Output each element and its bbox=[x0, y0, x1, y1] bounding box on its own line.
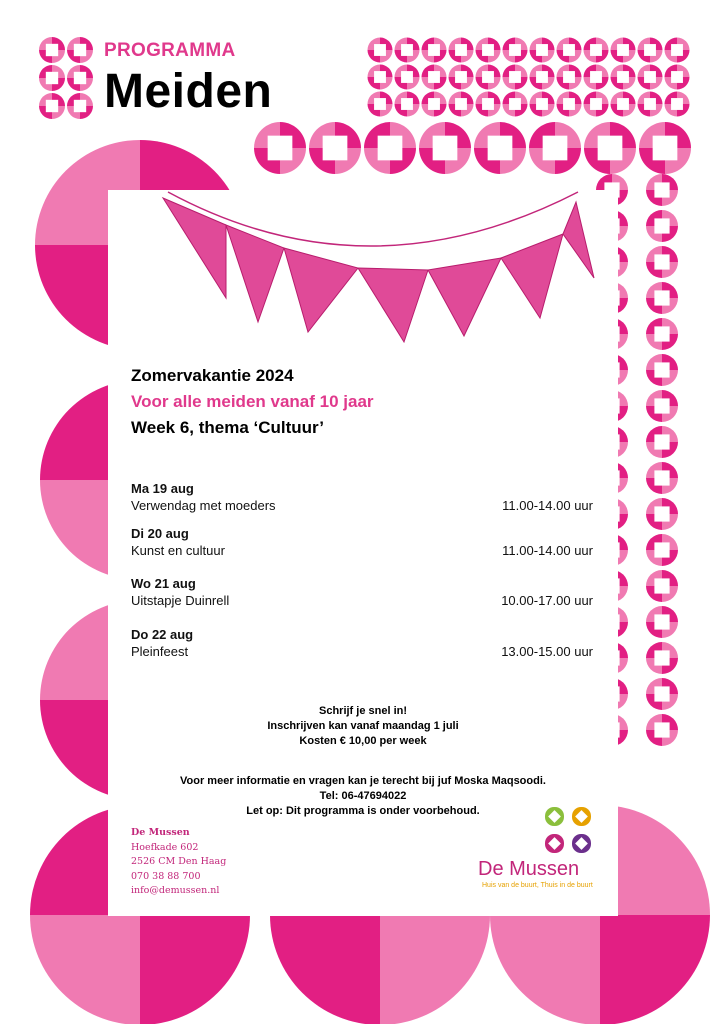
signup-line: Schrijf je snel in! bbox=[318, 705, 408, 717]
pattern-square bbox=[401, 71, 413, 83]
logo-wordmark: De Mussen bbox=[478, 858, 580, 880]
pattern-circle bbox=[395, 38, 420, 63]
pattern-square bbox=[654, 326, 669, 341]
pattern-circle bbox=[646, 210, 678, 242]
phone-line: Tel: 06-47694022 bbox=[319, 790, 407, 802]
pattern-circle bbox=[419, 122, 471, 174]
bunting-garland bbox=[108, 190, 618, 350]
pattern-circle bbox=[39, 93, 65, 119]
pattern-circle bbox=[422, 92, 447, 117]
pattern-circle bbox=[476, 38, 501, 63]
pattern-circle bbox=[309, 122, 361, 174]
bunting-flag bbox=[284, 248, 358, 332]
pattern-square bbox=[563, 98, 575, 110]
pattern-square bbox=[617, 71, 629, 83]
pattern-square bbox=[268, 136, 293, 161]
pattern-circle bbox=[67, 37, 93, 63]
pattern-circle bbox=[530, 92, 555, 117]
pattern-square bbox=[378, 136, 403, 161]
pattern-square bbox=[654, 578, 669, 593]
pattern-circle bbox=[584, 92, 609, 117]
pattern-circle bbox=[646, 354, 678, 386]
pattern-square bbox=[536, 71, 548, 83]
pattern-square bbox=[401, 44, 413, 56]
pattern-circle bbox=[529, 122, 581, 174]
schedule-activity: Uitstapje Duinrell bbox=[131, 593, 230, 608]
pattern-circle bbox=[611, 38, 636, 63]
pattern-circle bbox=[557, 65, 582, 90]
schedule-activity: Pleinfeest bbox=[131, 644, 189, 659]
price-line: Kosten € 10,00 per week bbox=[299, 735, 427, 747]
pattern-circle bbox=[449, 65, 474, 90]
pattern-circle bbox=[449, 92, 474, 117]
signup-block bbox=[108, 704, 618, 749]
info-line: Voor meer informatie en vragen kan je terecht bij juf Moska Maqsoodi. bbox=[180, 775, 546, 787]
schedule-item bbox=[131, 480, 593, 514]
pattern-square bbox=[482, 44, 494, 56]
pattern-circle bbox=[584, 122, 636, 174]
pattern-square bbox=[74, 100, 86, 112]
circle-quadrant bbox=[140, 915, 250, 1024]
pattern-circle bbox=[646, 462, 678, 494]
pattern-square bbox=[644, 98, 656, 110]
pattern-square bbox=[671, 71, 683, 83]
pattern-circle bbox=[39, 37, 65, 63]
pattern-circle bbox=[584, 65, 609, 90]
pattern-square bbox=[654, 650, 669, 665]
pattern-circle bbox=[474, 122, 526, 174]
pattern-circle bbox=[503, 92, 528, 117]
pattern-circle bbox=[665, 38, 690, 63]
pattern-square bbox=[654, 218, 669, 233]
pattern-circle bbox=[395, 92, 420, 117]
pattern-square bbox=[617, 98, 629, 110]
pattern-circle bbox=[503, 38, 528, 63]
pattern-square bbox=[536, 98, 548, 110]
pattern-circle bbox=[530, 65, 555, 90]
pattern-square bbox=[46, 72, 58, 84]
bunting-flag bbox=[563, 202, 594, 278]
pattern-circle bbox=[584, 38, 609, 63]
pattern-circle bbox=[646, 174, 678, 206]
pattern-square bbox=[323, 136, 348, 161]
pattern-circle bbox=[39, 65, 65, 91]
pattern-circle bbox=[646, 318, 678, 350]
pattern-circle bbox=[476, 65, 501, 90]
bunting-flag bbox=[501, 234, 563, 318]
pattern-circle bbox=[557, 38, 582, 63]
pattern-square bbox=[617, 44, 629, 56]
pattern-square bbox=[654, 506, 669, 521]
pattern-circle bbox=[364, 122, 416, 174]
pattern-square bbox=[654, 434, 669, 449]
logo-tagline: Huis van de buurt, Thuis in de buurt bbox=[482, 882, 593, 889]
pattern-circle bbox=[254, 122, 306, 174]
pattern-circle bbox=[611, 65, 636, 90]
pattern-square bbox=[374, 71, 386, 83]
pattern-circle bbox=[646, 426, 678, 458]
circle-quadrant bbox=[490, 915, 600, 1024]
pattern-square bbox=[590, 71, 602, 83]
circle-quadrant bbox=[600, 915, 710, 1024]
city: 2526 CM Den Haag bbox=[131, 856, 227, 867]
pattern-circle bbox=[368, 92, 393, 117]
pattern-circle bbox=[395, 65, 420, 90]
pattern-square bbox=[644, 71, 656, 83]
pattern-square bbox=[401, 98, 413, 110]
schedule-day: Ma 19 aug bbox=[131, 481, 194, 496]
pattern-square bbox=[509, 98, 521, 110]
email-link[interactable]: info@demussen.nl bbox=[131, 885, 220, 896]
schedule-time: 11.00-14.00 uur bbox=[502, 543, 593, 558]
pattern-square bbox=[671, 44, 683, 56]
schedule-day: Wo 21 aug bbox=[131, 576, 196, 591]
circle-quadrant bbox=[270, 915, 380, 1024]
pattern-square bbox=[654, 254, 669, 269]
program-label: PROGRAMMA bbox=[104, 40, 236, 61]
schedule-item bbox=[131, 525, 593, 559]
pattern-circle bbox=[638, 92, 663, 117]
theme-line: Week 6, thema ‘Cultuur’ bbox=[131, 418, 325, 437]
schedule-time: 13.00-15.00 uur bbox=[501, 644, 593, 659]
schedule-time: 10.00-17.00 uur bbox=[501, 593, 593, 608]
pattern-square bbox=[428, 71, 440, 83]
pattern-square bbox=[428, 44, 440, 56]
pattern-square bbox=[482, 98, 494, 110]
pattern-square bbox=[671, 98, 683, 110]
phone: 070 38 88 700 bbox=[131, 870, 201, 882]
pattern-circle bbox=[368, 38, 393, 63]
pattern-square bbox=[644, 44, 656, 56]
pattern-square bbox=[590, 98, 602, 110]
pattern-circle bbox=[611, 92, 636, 117]
pattern-circle bbox=[638, 65, 663, 90]
pattern-square bbox=[46, 100, 58, 112]
audience-line: Voor alle meiden vanaf 10 jaar bbox=[131, 392, 374, 411]
pattern-square bbox=[654, 362, 669, 377]
circle-quadrant bbox=[30, 915, 140, 1024]
pattern-circle bbox=[638, 38, 663, 63]
pattern-square bbox=[374, 98, 386, 110]
pattern-square bbox=[509, 71, 521, 83]
schedule-activity: Kunst en cultuur bbox=[131, 543, 225, 558]
pattern-circle bbox=[476, 92, 501, 117]
pattern-square bbox=[654, 542, 669, 557]
circle-quadrant bbox=[380, 915, 490, 1024]
pattern-circle bbox=[449, 38, 474, 63]
pattern-circle bbox=[646, 606, 678, 638]
pattern-circle bbox=[646, 390, 678, 422]
pattern-square bbox=[74, 72, 86, 84]
pattern-square bbox=[455, 44, 467, 56]
pattern-square bbox=[654, 722, 669, 737]
pattern-square bbox=[598, 136, 623, 161]
pattern-square bbox=[509, 44, 521, 56]
schedule-activity: Verwendag met moeders bbox=[131, 498, 276, 513]
pattern-square bbox=[654, 470, 669, 485]
address-block bbox=[131, 826, 226, 899]
bunting-flag bbox=[226, 225, 284, 322]
pattern-square bbox=[536, 44, 548, 56]
org-name: De Mussen bbox=[131, 827, 190, 838]
pattern-square bbox=[563, 44, 575, 56]
disclaimer-line: Let op: Dit programma is onder voorbehoud. bbox=[246, 805, 480, 817]
pattern-circle bbox=[646, 678, 678, 710]
pattern-circle bbox=[646, 642, 678, 674]
pattern-square bbox=[455, 98, 467, 110]
pattern-circle bbox=[646, 534, 678, 566]
pattern-circle bbox=[422, 38, 447, 63]
pattern-square bbox=[654, 398, 669, 413]
pattern-square bbox=[455, 71, 467, 83]
pattern-square bbox=[74, 44, 86, 56]
pattern-square bbox=[433, 136, 458, 161]
pattern-square bbox=[654, 614, 669, 629]
pattern-circle bbox=[530, 38, 555, 63]
pattern-square bbox=[374, 44, 386, 56]
bunting-flag bbox=[358, 268, 428, 342]
pattern-square bbox=[482, 71, 494, 83]
schedule-item bbox=[131, 626, 593, 660]
pattern-square bbox=[46, 44, 58, 56]
schedule-time: 11.00-14.00 uur bbox=[502, 498, 593, 513]
schedule-day: Do 22 aug bbox=[131, 627, 194, 642]
pattern-circle bbox=[646, 714, 678, 746]
bunting-flag bbox=[163, 198, 226, 298]
pattern-square bbox=[654, 290, 669, 305]
bunting-string bbox=[168, 192, 578, 246]
pattern-circle bbox=[67, 93, 93, 119]
pattern-square bbox=[543, 136, 568, 161]
event-title: Zomervakantie 2024 bbox=[131, 366, 294, 385]
pattern-circle bbox=[646, 282, 678, 314]
schedule-day: Di 20 aug bbox=[131, 526, 189, 541]
pattern-circle bbox=[646, 498, 678, 530]
pattern-circle bbox=[639, 122, 691, 174]
signup-line: Inschrijven kan vanaf maandag 1 juli bbox=[267, 720, 459, 732]
pattern-square bbox=[563, 71, 575, 83]
pattern-circle bbox=[665, 92, 690, 117]
de-mussen-logo-icon bbox=[542, 804, 594, 856]
bunting-flag bbox=[428, 258, 501, 336]
pattern-circle bbox=[646, 246, 678, 278]
pattern-circle bbox=[67, 65, 93, 91]
pattern-square bbox=[590, 44, 602, 56]
pattern-circle bbox=[503, 65, 528, 90]
pattern-circle bbox=[646, 570, 678, 602]
street: Hoefkade 602 bbox=[131, 841, 199, 853]
pattern-square bbox=[654, 182, 669, 197]
pattern-square bbox=[428, 98, 440, 110]
pattern-circle bbox=[422, 65, 447, 90]
pattern-circle bbox=[368, 65, 393, 90]
pattern-circle bbox=[665, 65, 690, 90]
pattern-circle bbox=[557, 92, 582, 117]
pattern-square bbox=[653, 136, 678, 161]
pattern-square bbox=[488, 136, 513, 161]
pattern-square bbox=[654, 686, 669, 701]
page-title: Meiden bbox=[104, 65, 273, 118]
schedule-item bbox=[131, 575, 593, 609]
